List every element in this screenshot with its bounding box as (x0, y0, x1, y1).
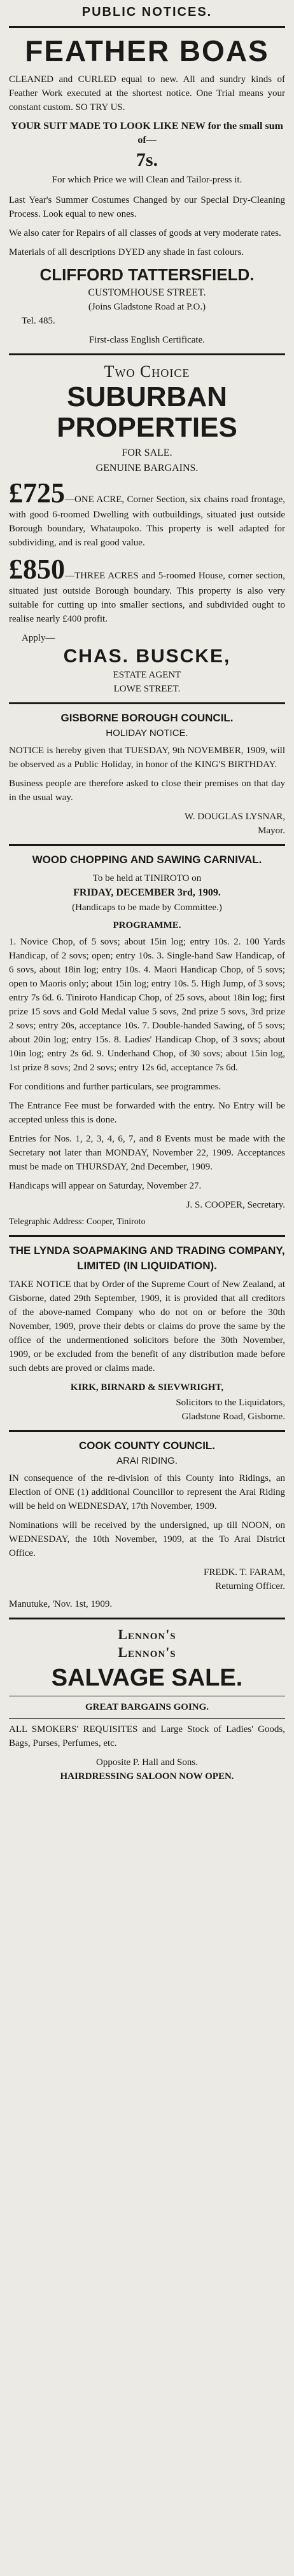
solicitors-title: Solicitors to the Liquidators, (176, 1398, 285, 1408)
solicitors-address: Gladstone Road, Gisborne. (181, 1412, 285, 1422)
listing-price: £850 (9, 554, 65, 585)
salon-notice: HAIRDRESSING SALOON NOW OPEN. (60, 1771, 234, 1782)
suburban-ad (0, 362, 294, 696)
event-place: To be held at TINIROTO on (92, 873, 202, 883)
listing-price: £725 (9, 477, 65, 508)
paragraph: Materials of all descriptions DYED any shade in fast colours. (9, 247, 244, 257)
advertiser-name: Lennon's (118, 1644, 176, 1660)
notice-title: GISBORNE BOROUGH COUNCIL. (60, 712, 234, 724)
signature: W. DOUGLAS LYSNAR, (185, 812, 285, 822)
for-sale: FOR SALE. (122, 447, 172, 458)
location: Opposite P. Hall and Sons. (95, 1757, 198, 1768)
listing: £725—ONE ACRE, Corner Section, six chains road frontage, with good 6-roomed Dwelling with outbuildings, situated just outside Borough boundary, Whataupoko. This property is well adapted for subdividing, and is real good value. (9, 477, 285, 548)
paragraph: YOUR SUIT MADE TO LOOK LIKE NEW for the small sum of— (11, 121, 283, 146)
paragraph: TAKE NOTICE that by Order of the Supreme Court of New Zealand, at Gisborne, dated 29th September, 1909, it is provided that all creditors of the above-named Company who do not on or before the 30th November, 1909, prove their debts or claims do prove the same by the office of the undermentioned solicitors before the 30th November, 1909, or be excluded from the benefit of any distribution made before such debts are proved or claims made. (9, 1279, 285, 1373)
price: 7s. (136, 149, 158, 170)
divider (9, 702, 285, 704)
signature: J. S. COOPER, Secretary. (186, 1200, 285, 1210)
paragraph: IN consequence of the re-division of this County into Ridings, an Election of ONE (1) additional Councillor to represent the Arai Riding will be held on WEDNESDAY, 17th November, 1909. (9, 1473, 285, 1511)
programme-heading: PROGRAMME. (113, 920, 181, 930)
agent-name: CHAS. BUSCKE, (63, 646, 231, 667)
paragraph: Last Year's Summer Costumes Changed by our Special Dry-Cleaning Process. Look equal to new ones. (9, 195, 285, 219)
paragraph: Nominations will be received by the undersigned, up till NOON, on WEDNESDAY, the 10th November, 1909, at the To Arai District Office. (9, 1520, 285, 1558)
paragraph: Handicaps will appear on Saturday, November 27. (9, 1181, 202, 1191)
agent-title: ESTATE AGENT (113, 670, 181, 680)
paragraph: The Entrance Fee must be forwarded with the entry. No Entry will be accepted unless this is done. (9, 1101, 285, 1125)
paragraph: CLEANED and CURLED equal to new. All and sundry kinds of Feather Work executed at the shortest notice. One Trial means your constant custom. SO TRY US. (9, 74, 285, 112)
paragraph: For which Price we will Clean and Tailor-press it. (52, 175, 242, 185)
address: CUSTOMHOUSE STREET. (88, 287, 206, 298)
apply: Apply— (22, 633, 55, 643)
wood-chopping-notice (0, 852, 294, 1229)
programme-list: 1. Novice Chop, of 5 sovs; about 15in log; entry 10s. 2. 100 Yards Handicap, of 2 sovs; open; entry 10s. 3. Single-hand Saw Handicap, of 6 sovs, about 18in log; entry 10s. 4. Maori Handicap Chop, of 5 sovs; open to Maoris only; about 15in log; entry 10s. 5. High Jump, of 3 sovs; entry 7s 6d. 6. Tiniroto Handicap Chop, of 25 sovs, about 18in log; first prize 15 sovs and Gold Medal value 5 sovs, 2nd prize 5 sovs, 3rd prize 2 sovs; entry 20s, acceptance 10s. 7. Double-handed Sawing, of 5 sovs; about 20in log; entry 15s. 8. Ladies' Handicap Chop, of 3 sovs; about 10in log; entry 2s 6d. 9. Underhand Chop, of 30 sovs; about 15in log, 1st prize 8 sovs; 2nd 2 sovs; entry 12s 6d, acceptance 7s 6d. (9, 937, 285, 1073)
certificate: First-class English Certificate. (88, 335, 206, 345)
ad-title: FEATHER BOAS (25, 34, 269, 67)
council-notice (0, 711, 294, 838)
listing: £850—THREE ACRES and 5-roomed House, corner section, situated just outside Borough boundary. This property is also very suitable for cutting up into smaller sections, and subdivided ought to realise nearly £400 profit. (9, 554, 285, 624)
address: (Joins Gladstone Road at P.O.) (88, 302, 206, 312)
divider (9, 1618, 285, 1619)
signature-title: Mayor. (258, 826, 285, 836)
telegraphic-address: Telegraphic Address: Cooper, Tiniroto (9, 1217, 146, 1227)
ad-title: SALVAGE SALE. (51, 1665, 243, 1691)
solicitors: KIRK, BIRNARD & SIEVWRIGHT, (70, 1382, 224, 1393)
divider (9, 353, 285, 355)
advertiser-name: CLIFFORD TATTERSFIELD. (39, 265, 255, 284)
lennon-ad (0, 1626, 294, 1783)
advertiser-name: Lennon's (118, 1626, 176, 1642)
ad-subtitle: GREAT BARGAINS GOING. (85, 1702, 209, 1712)
agent-address: LOWE STREET. (113, 684, 181, 694)
divider (9, 1235, 285, 1237)
paragraph: For conditions and further particulars, see programmes. (9, 1082, 221, 1092)
notice-date: Manutuke, 'Nov. 1st, 1909. (9, 1599, 113, 1609)
telephone: Tel. 485. (22, 316, 55, 326)
divider (9, 1430, 285, 1432)
notice-title: THE LYNDA SOAPMAKING AND TRADING COMPANY, LIMITED (IN LIQUIDATION). (9, 1244, 285, 1272)
paragraph: Entries for Nos. 1, 2, 3, 4, 6, 7, and 8 Events must be made with the Secretary not later than MONDAY, November 22, 1909. Acceptances must be made on THURSDAY, 2nd December, 1909. (9, 1134, 285, 1172)
ad-kicker: Two Choice (104, 362, 190, 381)
signature: FREDK. T. FARAM, (204, 1567, 285, 1578)
paragraph: We also cater for Repairs of all classes of goods at very moderate rates. (9, 228, 281, 238)
divider (9, 844, 285, 846)
event-date: FRIDAY, DECEMBER 3rd, 1909. (73, 887, 221, 898)
paragraph: NOTICE is hereby given that TUESDAY, 9th NOVEMBER, 1909, will be observed as a Public Holiday, in honor of the KING'S BIRTHDAY. (9, 746, 285, 770)
notice-title: COOK COUNTY COUNCIL. (78, 1440, 216, 1452)
genuine-bargains: GENUINE BARGAINS. (95, 463, 199, 474)
paragraph: Business people are therefore asked to close their premises on that day in the usual way. (9, 779, 285, 803)
notice-subtitle: ARAI RIDING. (116, 1455, 178, 1466)
cook-county-notice (0, 1438, 294, 1611)
handicaps-note: (Handicaps to be made by Committee.) (72, 903, 222, 913)
divider (9, 1718, 285, 1719)
feather-ad (0, 34, 294, 347)
ad-title: SUBURBAN (67, 381, 227, 412)
notice-title: WOOD CHOPPING AND SAWING CARNIVAL. (32, 854, 262, 866)
divider (9, 26, 285, 28)
paragraph: ALL SMOKERS' REQUISITES and Large Stock of Ladies' Goods, Bags, Purses, Perfumes, etc. (9, 1724, 285, 1748)
signature-title: Returning Officer. (215, 1581, 285, 1591)
notice-subtitle: HOLIDAY NOTICE. (106, 728, 188, 739)
section-title: PUBLIC NOTICES. (81, 5, 213, 19)
lynda-notice (0, 1243, 294, 1424)
ad-title: PROPERTIES (57, 412, 237, 443)
